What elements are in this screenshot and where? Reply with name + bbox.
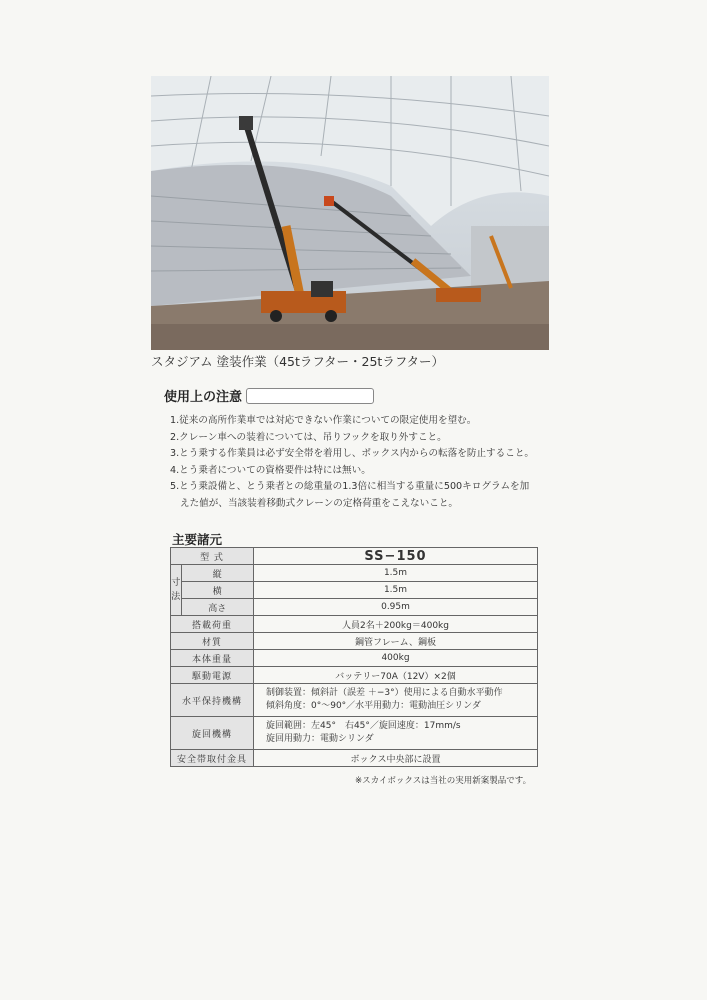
dimension-label: 縦 (181, 565, 253, 582)
spec-title: 主要諸元 (172, 532, 223, 547)
notes-title: 使用上の注意 (164, 390, 243, 405)
note-item: 2.クレーン車への装着については、吊りフックを取り外すこと。 (170, 431, 447, 443)
notes-header (164, 386, 374, 405)
dimension-group-label: 寸法 (171, 565, 182, 616)
spec-value: バッテリー70A（12V）×2個 (254, 667, 538, 684)
note-item: 3.とう乗する作業員は必ず安全帯を着用し、ボックス内からの転落を防止すること。 (170, 448, 535, 460)
note-item-continued: えた値が、当該装着移動式クレーンの定格荷重をこえないこと。 (180, 497, 459, 509)
table-row (171, 616, 538, 633)
table-row (171, 667, 538, 684)
dimension-value: 1.5m (254, 565, 538, 582)
table-row (171, 650, 538, 667)
table-row (171, 582, 538, 599)
model-value: SS−150 (254, 548, 538, 565)
dimension-label: 高さ (181, 599, 253, 616)
spec-label: 搭載荷重 (171, 616, 254, 633)
table-row (171, 548, 538, 565)
model-label: 型 式 (171, 548, 254, 565)
note-item: 1.従来の高所作業車では対応できない作業についての限定使用を望む。 (170, 415, 477, 426)
table-row (171, 599, 538, 616)
dimension-value: 0.95m (254, 599, 538, 616)
spec-value (254, 717, 538, 750)
spec-label: 安全帯取付金具 (171, 750, 254, 767)
spec-value: 鋼管フレーム、鋼板 (254, 633, 538, 650)
spec-label: 旋回機構 (171, 717, 254, 750)
photo-caption: スタジアム 塗装作業（45tラフター・25tラフター） (151, 354, 444, 369)
level-line-1: 制御装置：傾斜計（誤差 ＋−3°）使用による自動水平動作 (266, 688, 503, 698)
note-item: 4.とう乗者についての資格要件は特には無い。 (170, 464, 371, 476)
spec-label: 材質 (171, 633, 254, 650)
spec-value: ボックス中央部に設置 (254, 750, 538, 767)
spec-label: 本体重量 (171, 650, 254, 667)
spec-value (254, 684, 538, 717)
notes-title-box (246, 388, 374, 404)
spec-value: 人員2名＋200kg＝400kg (254, 616, 538, 633)
spec-label: 水平保持機構 (171, 684, 254, 717)
swing-line-2: 旋回用動力：電動シリンダ (266, 734, 374, 744)
note-item: 5.とう乗設備と、とう乗者との総重量の1.3倍に相当する重量に500キログラムを加 (170, 481, 530, 493)
table-row (171, 565, 538, 582)
dimension-label: 横 (181, 582, 253, 599)
footnote: ※スカイボックスは当社の実用新案製品です。 (355, 776, 532, 786)
spec-table (170, 547, 538, 767)
notes-list (170, 413, 560, 513)
dimension-value: 1.5m (254, 582, 538, 599)
table-row (171, 717, 538, 750)
table-row (171, 633, 538, 650)
stadium-photo (151, 76, 549, 350)
spec-label: 駆動電源 (171, 667, 254, 684)
level-line-2: 傾斜角度：0°～90°／水平用動力：電動油圧シリンダ (266, 701, 481, 711)
spec-value: 400kg (254, 650, 538, 667)
table-row (171, 750, 538, 767)
swing-line-1: 旋回範囲：左45° 右45°／旋回速度：17mm/s (266, 721, 461, 731)
table-row (171, 684, 538, 717)
